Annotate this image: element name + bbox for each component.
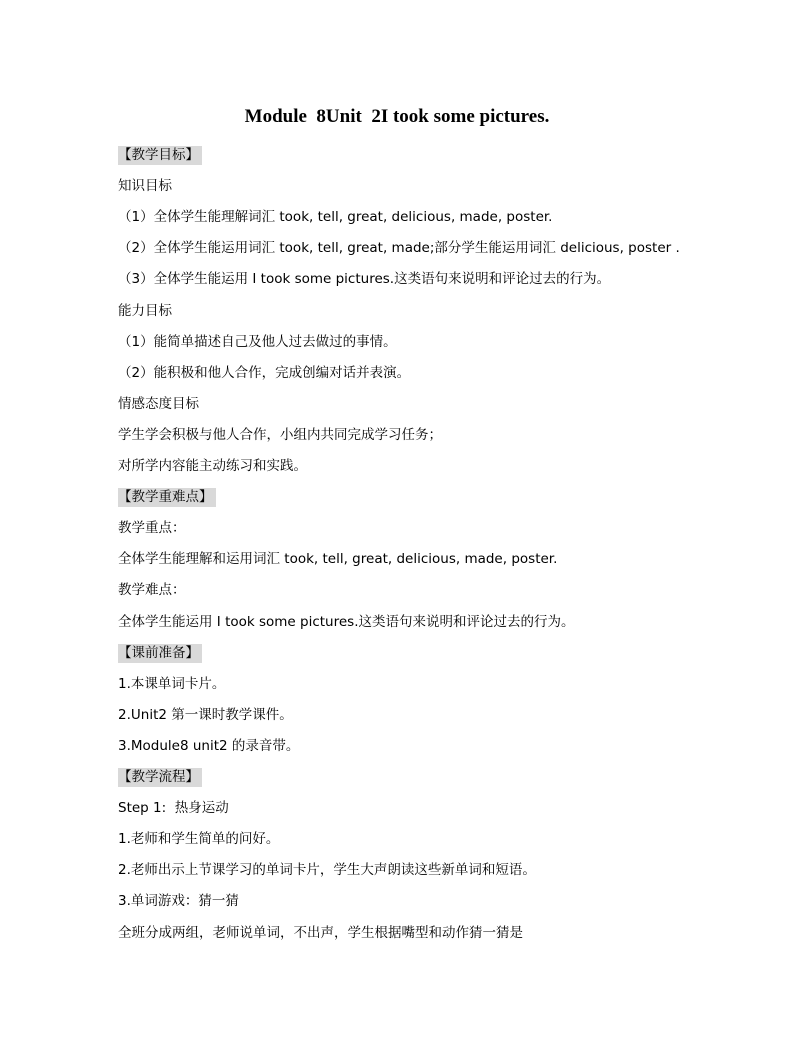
body-line [118, 395, 199, 413]
body-line-text: 全体学生能运用 I took some pictures.这类语句来说明和评论过去的行为。 [118, 613, 575, 630]
body-line-text: 对所学内容能主动练习和实践。 [118, 458, 307, 474]
body-line-text: 全班分成两组，老师说单词，不出声，学生根据嘴型和动作猜一猜是 [118, 924, 523, 941]
body-line [118, 302, 172, 320]
section-heading-text: 【教学重难点】 [118, 488, 216, 507]
body-line-text: （3）全体学生能运用 I took some pictures.这类语句来说明和评论过去的行为。 [118, 271, 611, 288]
body-line [118, 830, 279, 848]
body-line-text: （1）全体学生能理解词汇 took, tell, great, delicious, made, poster. [118, 209, 553, 226]
body-line [118, 892, 239, 910]
body-line-text: （1）能简单描述自己及他人过去做过的事情。 [118, 333, 397, 350]
body-line-text: 知识目标 [118, 178, 172, 195]
body-line-text: 2.Unit2 第一课时教学课件。 [118, 706, 293, 723]
body-line-text: 情感态度目标 [118, 395, 199, 412]
body-line-text: 3.Module8 unit2 的录音带。 [118, 737, 300, 754]
body-line-text: 2.老师出示上节课学习的单词卡片，学生大声朗读这些新单词和短语。 [118, 862, 536, 879]
body-line-text: 教学难点： [118, 582, 186, 599]
section-heading-text: 【教学目标】 [118, 146, 202, 165]
body-line [118, 737, 299, 755]
section-heading [118, 768, 202, 786]
body-line [118, 706, 293, 724]
body-line [118, 675, 225, 693]
body-line [118, 550, 557, 568]
body-line [118, 270, 610, 288]
body-line-text: 1.本课单词卡片。 [118, 675, 226, 692]
document-title: Module 8Unit 2I took some pictures. [244, 106, 550, 127]
body-line [118, 208, 552, 226]
body-line [118, 364, 410, 382]
body-line-text: （2）能积极和他人合作，完成创编对话并表演。 [118, 364, 411, 381]
section-heading [118, 146, 202, 164]
body-line [118, 519, 186, 537]
body-line [118, 239, 680, 257]
body-line-text: 教学重点： [118, 520, 186, 537]
section-heading-text: 【课前准备】 [118, 644, 202, 663]
body-line [118, 799, 229, 817]
body-line-text: 能力目标 [118, 302, 172, 319]
body-line-text: Step 1: 热身运动 [118, 800, 229, 817]
body-line [118, 457, 307, 475]
body-line [118, 613, 575, 631]
body-line [118, 177, 172, 195]
body-line [118, 924, 523, 942]
body-line [118, 426, 442, 444]
body-line-text: 全体学生能理解和运用词汇 took, tell, great, delicious, made, poster. [118, 551, 558, 568]
body-line-text: 1.老师和学生简单的问好。 [118, 831, 280, 848]
body-line [118, 333, 397, 351]
body-line-text: 3.单词游戏：猜一猜 [118, 893, 239, 910]
body-line [118, 861, 536, 879]
section-heading [118, 488, 216, 506]
body-line-text: 学生学会积极与他人合作，小组内共同完成学习任务； [118, 426, 442, 443]
body-line-text: （2）全体学生能运用词汇 took, tell, great, made;部分学生能运用词汇 delicious, poster . [118, 240, 680, 257]
body-line [118, 581, 186, 599]
section-heading-text: 【教学流程】 [118, 768, 202, 787]
section-heading [118, 644, 202, 662]
